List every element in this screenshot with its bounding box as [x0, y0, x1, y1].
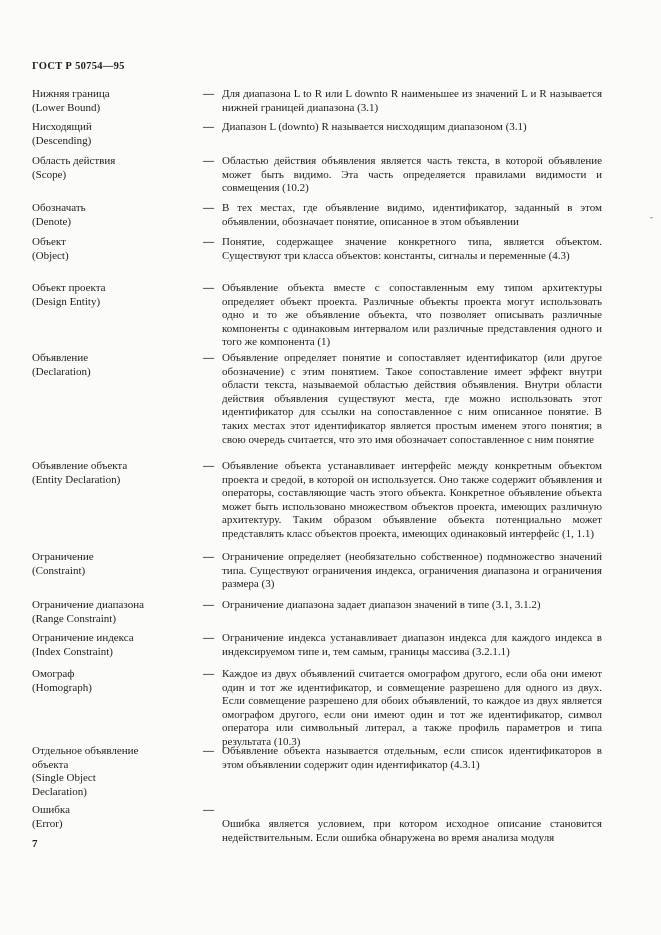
entry-term: Область действия (Scope): [32, 155, 116, 181]
page-number: 7: [32, 838, 38, 850]
entry-dash: —: [203, 202, 214, 214]
entry-definition: Понятие, содержащее значение конкретного типа, является объектом. Существуют три класса объектов: константы, сигналы и переменные (4.3): [222, 236, 602, 262]
entry-term: Ограничение (Constraint): [32, 551, 94, 577]
entry-term: Объявление объекта (Entity Declaration): [32, 460, 128, 486]
entry-definition: Ограничение определяет (необязательно собственное) подмножество значений типа. Существуют ограничения индекса, ограничения диапазона и ограничения размера (3): [222, 551, 602, 591]
entry-dash: —: [203, 282, 214, 294]
entry-definition: Областью действия объявления является часть текста, в которой объявление может быть видимо. Эта часть определяется правилами видимости и совмещения (10.2): [222, 155, 602, 195]
entry-dash: —: [203, 745, 214, 757]
entry-term: Ограничение индекса (Index Constraint): [32, 632, 134, 658]
entry-dash: —: [203, 88, 214, 100]
entry-definition: Каждое из двух объявлений считается омографом другого, если оба они имеют один и тот же идентификатор, и совмещение разрешено для одного из двух. Если совмещение разрешено для обоих объявлений, то каждое из двух является омографом другого, если они имеют один и тот же идентификатор, символ оператора или символьный литерал, а также профиль параметров и типа результата (10.3): [222, 668, 602, 748]
entry-definition: Объявление объекта вместе с сопоставленным ему типом архитектуры определяет объект проекта. Различные объекты проекта могут использовать одно и то же объявление объекта, что позволяет описывать различные компоненты с одинаковым интервалом или различные представления одного и того же компонента (1): [222, 282, 602, 349]
entry-dash: —: [203, 599, 214, 611]
entry-definition: Объявление объекта устанавливает интерфейс между конкретным объектом проекта и средой, в которой он используется. Оно также содержит объявления и операторы, составляющие часть этого объекта. Конкретное объявление объекта может быть использовано множеством объектов проекта, имеющих различную архитектуру. Таким образом объявление объекта потенциально может представлять класс объектов проекта, имеющих одинаковый интерфейс (1, 1.1): [222, 460, 602, 540]
entry-dash: —: [203, 551, 214, 563]
entry-definition: Для диапазона L to R или L downto R наименьшее из значений L и R называется нижней границей диапазона (3.1): [222, 88, 602, 114]
entry-term: Объявление (Declaration): [32, 352, 91, 378]
entry-definition: Диапазон L (downto) R называется нисходящим диапазоном (3.1): [222, 121, 527, 133]
entry-dash: —: [203, 352, 214, 364]
entry-term: Объект (Object): [32, 236, 69, 262]
standard-header: ГОСТ Р 50754—95: [32, 61, 125, 72]
entry-term: Омограф (Homograph): [32, 668, 92, 694]
entry-dash: —: [203, 804, 214, 816]
entry-dash: —: [203, 121, 214, 133]
entry-definition: Ошибка является условием, при котором исходное описание становится недействительным. Если ошибка обнаружена во время анализа модуля: [222, 818, 602, 844]
entry-dash: —: [203, 155, 214, 167]
entry-dash: —: [203, 236, 214, 248]
entry-dash: —: [203, 668, 214, 680]
entry-term: Ограничение диапазона (Range Constraint): [32, 599, 144, 625]
stray-mark: -: [650, 212, 653, 222]
entry-term: Нисходящий (Descending): [32, 121, 92, 147]
entry-term: Нижняя граница (Lower Bound): [32, 88, 110, 114]
entry-term: Обозначать (Denote): [32, 202, 86, 228]
entry-dash: —: [203, 632, 214, 644]
entry-term: Отдельное объявление объекта (Single Object Declaration): [32, 745, 139, 798]
entry-term: Объект проекта (Design Entity): [32, 282, 106, 308]
entry-definition: Ограничение индекса устанавливает диапазон индекса для каждого индекса в индексируемом типе и, тем самым, границы массива (3.2.1.1): [222, 632, 602, 658]
entry-definition: Объявление объекта называется отдельным, если список идентификаторов в этом объявлении содержит один идентификатор (4.3.1): [222, 745, 602, 771]
entry-term: Ошибка (Error): [32, 804, 70, 830]
entry-definition: Ограничение диапазона задает диапазон значений в типе (3.1, 3.1.2): [222, 599, 541, 611]
entry-definition: В тех местах, где объявление видимо, идентификатор, заданный в этом объявлении, обозначает понятие, описанное в этом объявлении: [222, 202, 602, 228]
entry-dash: —: [203, 460, 214, 472]
entry-definition: Объявление определяет понятие и сопоставляет идентификатор (или другое обозначение) с этим понятием. Такое сопоставление имеет эффект внутри области текста, называемой областью действия объявления. Внутри области действия объявления существуют места, где можно использовать этот идентификатор для ссылки на сопоставленное с ним описанное понятие. В таких местах этот идентификатор является простым именем этого понятия; в свою очередь считается, что это имя обозначает сопоставленное с ним понятие: [222, 352, 602, 446]
